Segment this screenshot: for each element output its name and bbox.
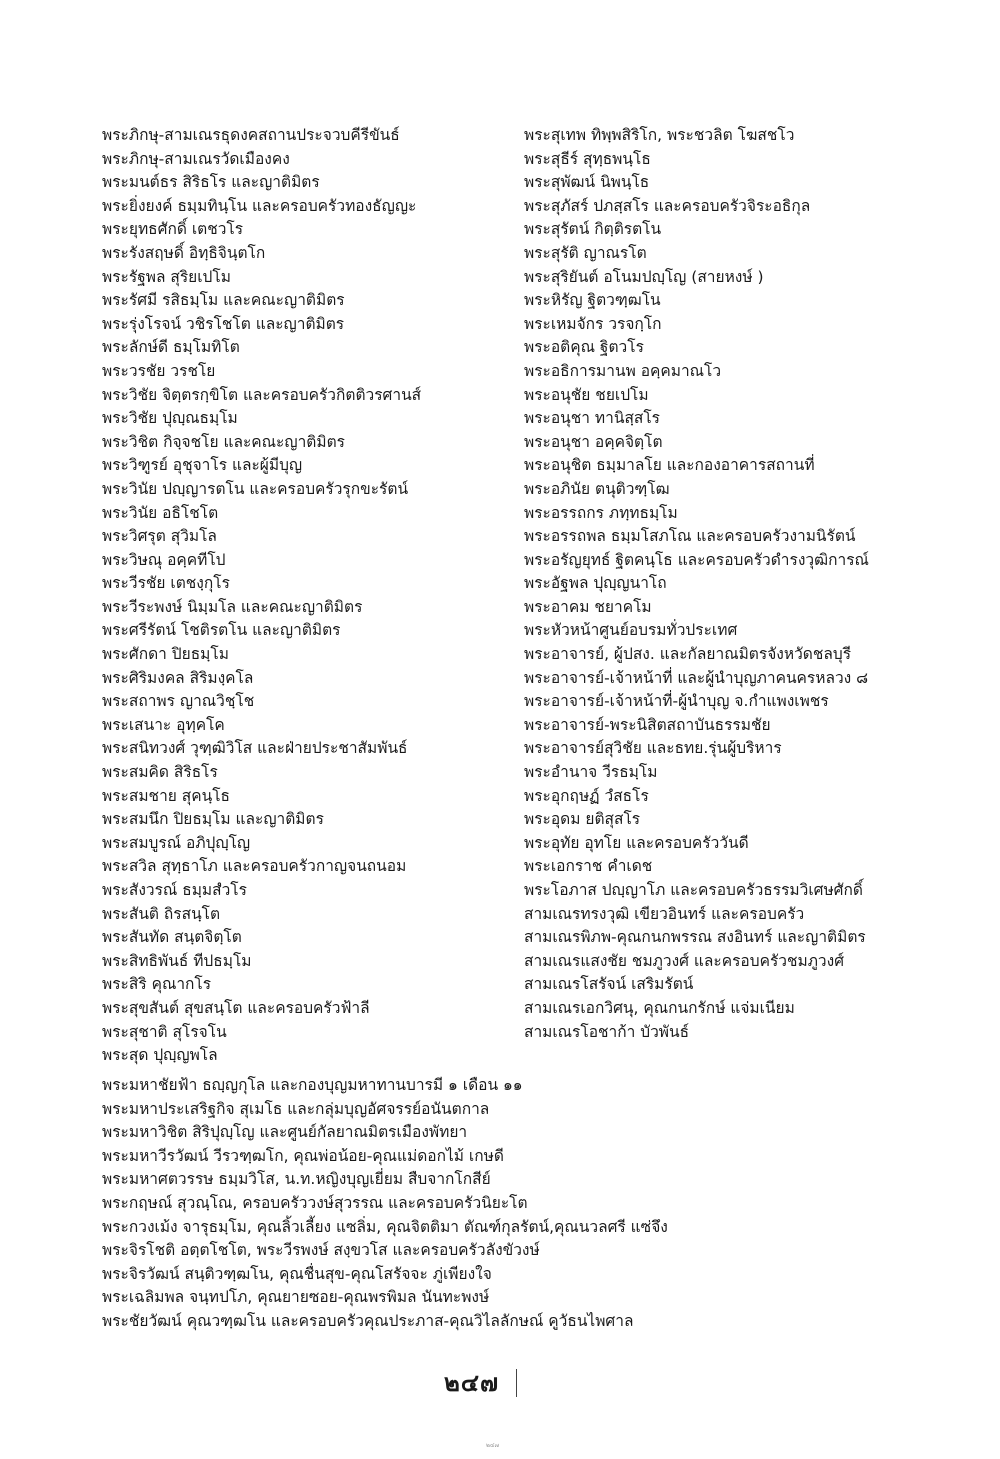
donor-name-entry: พระหิรัญ ฐิตวฑฺฒโน — [524, 291, 661, 310]
donor-name-entry: พระอาคม ชยาคโม — [524, 597, 652, 616]
donor-name-entry: พระศรีรัตน์ โชติรตโน และญาติมิตร — [102, 621, 341, 640]
donor-name-entry: สามเณรทรงวุฒิ เขียวอินทร์ และครอบครัว — [524, 904, 805, 923]
donor-name-entry: พระสิริ คุณากโร — [102, 975, 212, 994]
donor-name-entry: พระสมนึก ปิยธมฺโม และญาติมิตร — [102, 810, 324, 829]
donor-name-entry: พระภิกษุ-สามเณรวัดเมืองคง — [102, 149, 290, 168]
donor-name-entry: พระอนุชิต ธมฺมาลโย และกองอาคารสถานที่ — [524, 456, 815, 475]
donor-name-entry: พระเหมจักร วรจกฺโก — [524, 314, 662, 333]
donor-name-entry: พระสมบูรณ์ อภิปุญฺโญ — [102, 833, 251, 852]
donor-name-entry: พระอัฐพล ปุญฺญนาโถ — [524, 574, 667, 593]
donor-name-entry: พระสถาพร ญาณวิชฺโช — [102, 692, 255, 711]
donor-name-entry: พระยุทธศักดิ์ เตชวโร — [102, 220, 244, 239]
donor-name-entry: พระสุริยันต์ อโนมปญฺโญ (สายหงษ์ ) — [524, 267, 764, 286]
donor-name-entry: สามเณรโอชาก้า บัวพันธ์ — [524, 1022, 690, 1041]
donor-name-entry: สามเณรเอกวิศนุ, คุณกนกรักษ์ แจ่มเนียม — [524, 998, 795, 1017]
donor-name-entry: พระวิศรุต สุวิมโล — [102, 527, 217, 546]
donor-name-entry: พระสุธีร์ สุทฺธพนฺโธ — [524, 149, 651, 168]
donor-name-entry: พระรัศมี รสิธมฺโม และคณะญาติมิตร — [102, 291, 345, 310]
donor-name-entry: พระวิษณุ อคฺคทีโป — [102, 550, 226, 569]
donor-name-entry: พระโอภาส ปญฺญาโภ และครอบครัวธรรมวิเศษศักดิ์ — [524, 881, 863, 899]
donor-name-entry: พระสวิล สุทฺธาโภ และครอบครัวกาญจนถนอม — [102, 857, 407, 876]
donor-name-entry: พระสุรัตน์ กิตฺติรตโน — [524, 220, 662, 239]
donor-name-entry: พระมหาวิชิต สิริปุญฺโญ และศูนย์กัลยาณมิตรเมืองพัทยา — [102, 1123, 468, 1142]
donor-name-entry: พระอธิการมานพ อคฺคมาณโว — [524, 361, 722, 380]
donor-name-entry: พระวีรชัย เตชงฺกุโร — [102, 574, 230, 593]
donor-name-entry: พระอนุชา ทานิสฺสโร — [524, 409, 661, 428]
donor-name-entry: พระอติคุณ ฐิตวโร — [524, 338, 644, 357]
donor-name-entry: พระมหาวีรวัฒน์ วีรวฑฺฒโก, คุณพ่อน้อย-คุณแม่ดอกไม้ เกษดี — [102, 1146, 504, 1165]
donor-name-entry: พระสุขสันต์ สุขสนฺโต และครอบครัวฟ้าลี — [102, 998, 370, 1017]
donor-name-entry: พระศักดา ปิยธมฺโม — [102, 645, 229, 664]
donor-name-entry: พระสันติ ถิรสนฺโต — [102, 904, 221, 923]
donor-name-entry: พระวินัย อธิโชโต — [102, 503, 219, 522]
donor-name-entry: พระศิริมงคล สิริมงฺคโล — [102, 668, 254, 687]
donor-name-entry: พระสุชาติ สุโรจโน — [102, 1022, 227, 1041]
donor-name-entry: พระอาจารย์สุวิชัย และธทย.รุ่นผู้บริหาร — [524, 739, 782, 758]
donor-name-entry: พระวิฑูรย์ อุชุจาโร และผู้มีบุญ — [102, 456, 303, 475]
donor-name-entry: พระอุดม ยติสุสโร — [524, 810, 641, 829]
donor-name-entry: พระสุภัสร์ ปภสฺสโร และครอบครัวจิระอธิกุล — [524, 196, 811, 215]
donor-name-entry: พระสิทธิพันธ์ ทีปธมฺโม — [102, 951, 252, 970]
donor-name-entry: พระอภินัย ตนุติวฑฺโฒ — [524, 479, 670, 498]
donor-name-entry: พระอำนาจ วีรธมฺโม — [524, 763, 658, 782]
donor-name-entry: พระลักษ์ดี ธมฺโมทิโต — [102, 338, 240, 357]
donor-name-entry: พระสังวรณ์ ธมฺมสํวโร — [102, 881, 247, 899]
donor-name-entry: พระเอกราช คำเดช — [524, 857, 653, 876]
right-name-column — [524, 124, 944, 1044]
donor-name-entry: พระอาจารย์-พระนิสิตสถาบันธรรมชัย — [524, 715, 771, 734]
donor-name-entry: พระมนต์ธร สิริธโร และญาติมิตร — [102, 173, 320, 192]
donor-name-entry: สามเณรแสงชัย ชมภูวงศ์ และครอบครัวชมภูวงศ์ — [524, 951, 845, 970]
donor-name-entry: สามเณรโสรัจน์ เสริมรัตน์ — [524, 975, 694, 994]
donor-name-entry: พระสุพัฒน์ นิพนฺโธ — [524, 173, 650, 192]
donor-name-entry: พระหัวหน้าศูนย์อบรมทั่วประเทศ — [524, 621, 738, 640]
donor-name-entry: พระวินัย ปญฺญารตโน และครอบครัวรุกขะรัตน์ — [102, 479, 409, 498]
donor-name-entry: พระวรชัย วรชโย — [102, 361, 216, 380]
donor-name-entry: พระมหาชัยฟ้า ธญฺญกุโล และกองบุญมหาทานบารมี ๑ เดือน ๑๑ — [102, 1076, 523, 1094]
donor-name-entry: พระภิกษุ-สามเณรธุดงคสถานประจวบคีรีขันธ์ — [102, 126, 400, 144]
donor-name-entry: พระสุด ปุญฺญพโล — [102, 1046, 218, 1065]
donor-name-entry: พระรุ่งโรจน์ วชิรโชโต และญาติมิตร — [102, 314, 345, 333]
donor-name-entry: พระกฤษณ์ สุวณฺโณ, ครอบครัววงษ์สุวรรณ และครอบครัวนิยะโต — [102, 1193, 528, 1212]
donor-name-entry: พระอรัญยุทธ์ ฐิตคนฺโธ และครอบครัวดำรงวุฒิการณ์ — [524, 550, 869, 569]
donor-name-entry: พระอรรถกร ภทฺทธมฺโม — [524, 503, 678, 522]
donor-name-entry: พระอุกฤษฏ์ วํสธโร — [524, 786, 649, 805]
page-number-block — [430, 1366, 570, 1400]
donor-name-entry: พระสมชาย สุคนฺโธ — [102, 786, 230, 805]
donor-name-entry: พระสันทัด สนฺตจิตฺโต — [102, 928, 242, 947]
page-number-divider — [516, 1369, 517, 1397]
donor-name-entry: พระวิชัย จิตฺตรกฺขิโต และครอบครัวกิตติวรศานส์ — [102, 385, 422, 404]
donor-name-entry: พระเฉลิมพล จนฺทปโภ, คุณยายซอย-คุณพรพิมล นันทะพงษ์ — [102, 1288, 490, 1307]
donor-name-entry: พระอาจารย์-เจ้าหน้าที่ และผู้นำบุญภาคนครหลวง ๘ — [524, 668, 869, 687]
donor-name-entry: พระสุเทพ ทิพฺพสิริโก, พระชวลิต โฆสชโว — [524, 126, 795, 144]
left-name-column — [102, 124, 522, 1068]
donor-name-entry: พระอาจารย์, ผู้ปสง. และกัลยาณมิตรจังหวัดชลบุรี — [524, 645, 852, 664]
donor-name-entry: สามเณรพิภพ-คุณกนกพรรณ สงอินทร์ และญาติมิตร — [524, 928, 866, 947]
donor-name-entry: พระยิ่งยงค์ ธมฺมทินฺโน และครอบครัวทองธัญญะ — [102, 196, 417, 215]
donor-name-entry: พระจิรวัฒน์ สนฺติวฑฺฒโน, คุณชื่นสุข-คุณโสรัจจะ ภู่เพียงใจ — [102, 1264, 492, 1283]
donor-name-entry: พระอนุชัย ชยเปโม — [524, 385, 649, 404]
donor-name-entry: พระสมคิด สิริธโร — [102, 763, 218, 782]
donor-name-entry: พระอาจารย์-เจ้าหน้าที่-ผู้นำบุญ จ.กำแพงเพชร — [524, 692, 829, 711]
donor-name-entry: พระวีระพงษ์ นิมฺมโล และคณะญาติมิตร — [102, 597, 363, 616]
donor-name-entry: พระมหาประเสริฐกิจ สุเมโธ และกลุ่มบุญอัศจรรย์อนันตกาล — [102, 1099, 490, 1118]
donor-name-entry: พระวิชัย ปุญฺณธมฺโม — [102, 409, 238, 428]
donor-name-entry: พระจิรโชติ อตฺตโชโต, พระวีรพงษ์ สงฺขวโส และครอบครัวลังขัวงษ์ — [102, 1241, 540, 1260]
footer-page-mark: ๒๔๗ — [486, 1442, 500, 1449]
donor-name-entry: พระสุรัติ ญาณรโต — [524, 243, 647, 262]
donor-name-entry: พระอนุชา อคฺคจิตฺโต — [524, 432, 663, 451]
donor-name-entry: พระรัฐพล สุริยเปโม — [102, 267, 231, 286]
donor-name-entry: พระเสนาะ อุทฺคโค — [102, 715, 225, 734]
donor-name-entry: พระมหาศตวรรษ ธมฺมวิโส, น.ท.หญิงบุญเยี่ยม สืบจากโกสีย์ — [102, 1170, 491, 1189]
full-width-name-list — [102, 1074, 952, 1334]
donor-name-entry: พระวิชิต กิจฺจชโย และคณะญาติมิตร — [102, 432, 345, 451]
page-number: ๒๔๗ — [444, 1369, 500, 1397]
donor-name-entry: พระสนิทวงศ์ วุฑฺฒิวิโส และฝ่ายประชาสัมพันธ์ — [102, 739, 408, 758]
donor-name-entry: พระรังสฤษดิ์ อิทฺธิจินฺตโก — [102, 243, 266, 262]
donor-name-entry: พระชัยวัฒน์ คุณวฑฺฒโน และครอบครัวคุณประภาส-คุณวิไลลักษณ์ คูวัธนไพศาล — [102, 1311, 634, 1330]
donor-name-entry: พระอุทัย อุทโย และครอบครัววันดี — [524, 833, 749, 852]
donor-name-entry: พระอรรถพล ธมฺมโสภโณ และครอบครัวงามนิรัตน์ — [524, 527, 856, 546]
donor-name-entry: พระกวงเม้ง จารุธมฺโม, คุณลิ้วเลี้ยง แซลิ่ม, คุณจิตติมา ตัณฑ์กุลรัตน์,คุณนวลศรี แซ่จึง — [102, 1217, 668, 1236]
